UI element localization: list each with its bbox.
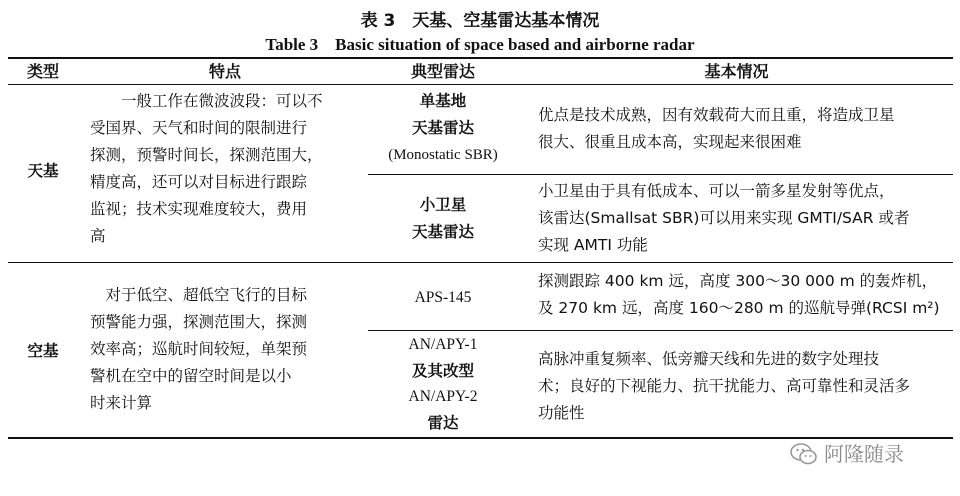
header-radar: 典型雷达 <box>410 62 475 81</box>
header-rule <box>8 84 953 85</box>
radar-cell: 单基地 天基雷达 (Monostatic SBR) <box>388 92 498 163</box>
situation-cell: 高脉冲重复频率、低旁瓣天线和先进的数字处理技 术；良好的下视能力、抗干扰能力、高可靠性和灵活多 功能性 <box>538 350 911 422</box>
type-cell: 空基 <box>27 342 59 360</box>
top-rule <box>8 57 953 59</box>
watermark <box>790 438 904 467</box>
row-divider <box>368 174 953 175</box>
header-type: 类型 <box>26 62 59 81</box>
row-divider <box>368 330 953 331</box>
table-title-cn: 表 3 天基、空基雷达基本情况 <box>360 11 600 31</box>
header-features: 特点 <box>208 62 241 81</box>
situation-cell: 小卫星由于具有低成本、可以一箭多星发射等优点， 该雷达(Smallsat SBR)可以用来实现 GMTI/SAR 或者 实现 AMTI 功能 <box>538 182 910 254</box>
watermark-text: 阿隆随录 <box>824 442 904 466</box>
situation-cell: 优点是技术成熟，因有效载荷大而且重，将造成卫星 很大、很重且成本高，实现起来很困难 <box>538 106 895 151</box>
situation-cell: 探测跟踪 400 km 远，高度 300～30 000 m 的轰炸机， 及 270 km 远，高度 160～280 m 的巡航导弹(RCSI m²) <box>538 272 940 317</box>
radar-cell: APS-145 <box>414 289 472 306</box>
features-cell: 一般工作在微波波段：可以不 受国界、天气和时间的限制进行 探测，预警时间长，探测范围大， 精度高，还可以对目标进行跟踪 监视；技术实现难度较大，费用 高 <box>90 92 323 245</box>
features-cell: 对于低空、超低空飞行的目标 预警能力强，探测范围大，探测 效率高；巡航时间较短，单架预 警机在空中的留空时间是以小 时来计算 <box>90 286 308 412</box>
wechat-icon <box>790 443 818 465</box>
radar-cell: AN/APY-1 及其改型 AN/APY-2 雷达 <box>408 336 478 432</box>
type-cell: 天基 <box>27 162 59 180</box>
group-divider <box>8 262 953 263</box>
table-title-en: Table 3 Basic situation of space based and airborne radar <box>265 35 695 54</box>
header-situation: 基本情况 <box>704 62 769 81</box>
radar-cell: 小卫星 天基雷达 <box>411 196 474 241</box>
